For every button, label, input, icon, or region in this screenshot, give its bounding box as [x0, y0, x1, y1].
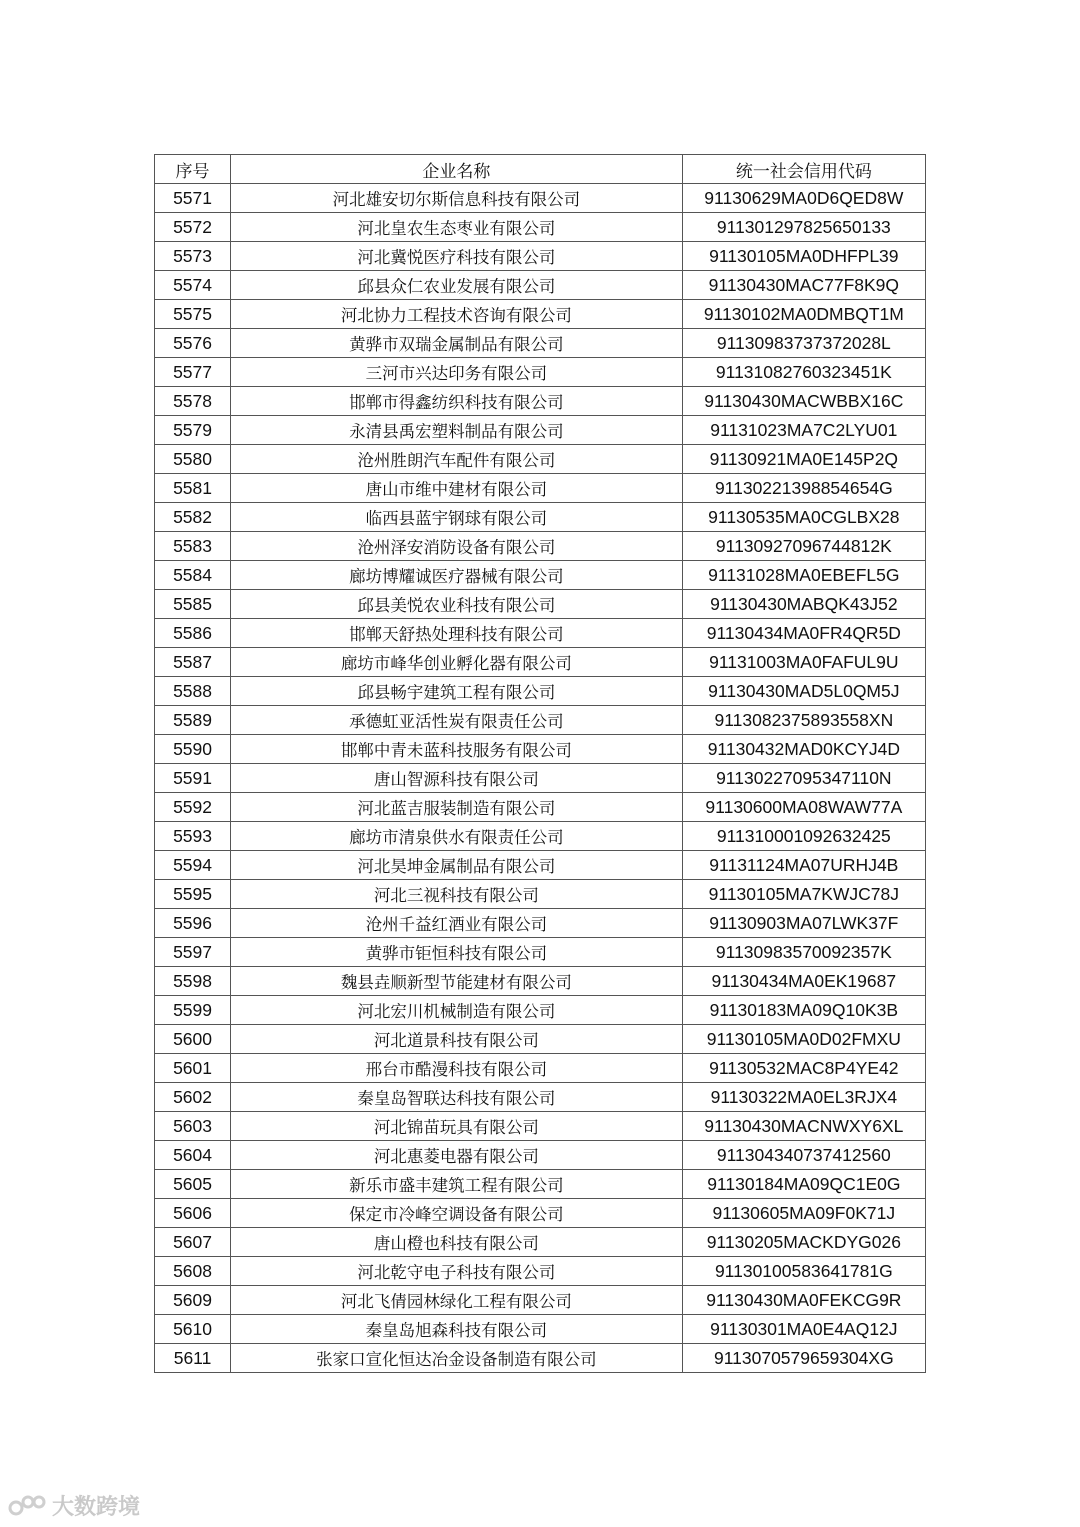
watermark-logo-icon — [8, 1493, 48, 1519]
table-row — [155, 851, 926, 880]
table-row — [155, 416, 926, 445]
table-row — [155, 909, 926, 938]
credit-code-cell: 91130183MA09Q10K3B — [682, 996, 925, 1025]
credit-code-cell: 91130430MACNWXY6XL — [682, 1112, 925, 1141]
company-name-cell: 承德虹亚活性炭有限责任公司 — [231, 706, 683, 735]
credit-code-cell: 911310001092632425 — [682, 822, 925, 851]
table-body — [155, 184, 926, 1373]
credit-code-cell: 91130629MA0D6QED8W — [682, 184, 925, 213]
table-row — [155, 329, 926, 358]
table-row — [155, 1257, 926, 1286]
serial-number-cell: 5607 — [155, 1228, 231, 1257]
serial-number-cell: 5597 — [155, 938, 231, 967]
table-row — [155, 1344, 926, 1373]
table-row — [155, 1025, 926, 1054]
table-row — [155, 1112, 926, 1141]
credit-code-cell: 91131028MA0EBEFL5G — [682, 561, 925, 590]
credit-code-cell: 91131003MA0FAFUL9U — [682, 648, 925, 677]
credit-code-cell: 91130322MA0EL3RJX4 — [682, 1083, 925, 1112]
company-name-cell: 黄骅市双瑞金属制品有限公司 — [231, 329, 683, 358]
serial-number-cell: 5577 — [155, 358, 231, 387]
company-name-cell: 河北皇农生态枣业有限公司 — [231, 213, 683, 242]
serial-number-cell: 5609 — [155, 1286, 231, 1315]
credit-code-cell: 91130921MA0E145P2Q — [682, 445, 925, 474]
serial-number-cell: 5590 — [155, 735, 231, 764]
company-name-cell: 廊坊博耀诚医疗器械有限公司 — [231, 561, 683, 590]
serial-number-cell: 5598 — [155, 967, 231, 996]
company-name-cell: 黄骅市钜恒科技有限公司 — [231, 938, 683, 967]
credit-code-cell: 91130927096744812K — [682, 532, 925, 561]
serial-number-cell: 5586 — [155, 619, 231, 648]
serial-number-cell: 5601 — [155, 1054, 231, 1083]
serial-number-cell: 5571 — [155, 184, 231, 213]
serial-number-cell: 5587 — [155, 648, 231, 677]
credit-code-cell: 91130221398854654G — [682, 474, 925, 503]
credit-code-cell: 91130983737372028L — [682, 329, 925, 358]
table-row — [155, 532, 926, 561]
table-row — [155, 1286, 926, 1315]
company-name-cell: 保定市冷峰空调设备有限公司 — [231, 1199, 683, 1228]
serial-number-cell: 5611 — [155, 1344, 231, 1373]
serial-number-cell: 5599 — [155, 996, 231, 1025]
company-name-cell: 魏县垚顺新型节能建材有限公司 — [231, 967, 683, 996]
serial-number-cell: 5575 — [155, 300, 231, 329]
serial-number-cell: 5595 — [155, 880, 231, 909]
company-name-cell: 河北道景科技有限公司 — [231, 1025, 683, 1054]
serial-number-cell: 5603 — [155, 1112, 231, 1141]
credit-code-cell: 91130205MACKDYG026 — [682, 1228, 925, 1257]
credit-code-cell: 91130430MAD5L0QM5J — [682, 677, 925, 706]
credit-code-cell: 91130600MA08WAW77A — [682, 793, 925, 822]
table-row — [155, 358, 926, 387]
serial-number-cell: 5580 — [155, 445, 231, 474]
serial-number-cell: 5604 — [155, 1141, 231, 1170]
credit-code-cell: 91130434MA0EK19687 — [682, 967, 925, 996]
credit-code-cell: 91130432MAD0KCYJ4D — [682, 735, 925, 764]
company-name-cell: 邢台市酷漫科技有限公司 — [231, 1054, 683, 1083]
company-name-cell: 邱县畅宇建筑工程有限公司 — [231, 677, 683, 706]
company-name-cell: 河北昊坤金属制品有限公司 — [231, 851, 683, 880]
company-name-cell: 新乐市盛丰建筑工程有限公司 — [231, 1170, 683, 1199]
table-row — [155, 561, 926, 590]
table-row — [155, 590, 926, 619]
serial-number-cell: 5573 — [155, 242, 231, 271]
serial-number-cell: 5574 — [155, 271, 231, 300]
credit-code-cell: 91130983570092357K — [682, 938, 925, 967]
table-row — [155, 1083, 926, 1112]
table-row — [155, 880, 926, 909]
serial-number-cell: 5608 — [155, 1257, 231, 1286]
credit-code-cell: 91130301MA0E4AQ12J — [682, 1315, 925, 1344]
company-name-cell: 秦皇岛智联达科技有限公司 — [231, 1083, 683, 1112]
credit-code-cell: 9113082375893558XN — [682, 706, 925, 735]
credit-code-cell: 91130430MABQK43J52 — [682, 590, 925, 619]
credit-code-cell: 91131124MA07URHJ4B — [682, 851, 925, 880]
credit-code-cell: 91130227095347110N — [682, 764, 925, 793]
serial-number-cell: 5594 — [155, 851, 231, 880]
credit-code-cell: 91130100583641781G — [682, 1257, 925, 1286]
serial-number-cell: 5593 — [155, 822, 231, 851]
credit-code-cell: 91130535MA0CGLBX28 — [682, 503, 925, 532]
company-name-cell: 邱县众仁农业发展有限公司 — [231, 271, 683, 300]
company-name-cell: 河北协力工程技术咨询有限公司 — [231, 300, 683, 329]
serial-number-cell: 5584 — [155, 561, 231, 590]
company-name-cell: 沧州泽安消防设备有限公司 — [231, 532, 683, 561]
serial-number-cell: 5585 — [155, 590, 231, 619]
table-row — [155, 242, 926, 271]
company-name-cell: 河北锦苗玩具有限公司 — [231, 1112, 683, 1141]
company-name-cell: 三河市兴达印务有限公司 — [231, 358, 683, 387]
company-name-cell: 唐山市维中建材有限公司 — [231, 474, 683, 503]
watermark — [8, 1490, 140, 1521]
serial-number-cell: 5592 — [155, 793, 231, 822]
credit-code-cell: 91130102MA0DMBQT1M — [682, 300, 925, 329]
serial-number-cell: 5591 — [155, 764, 231, 793]
serial-number-cell: 5600 — [155, 1025, 231, 1054]
header-serial-number: 序号 — [155, 155, 231, 184]
enterprise-table — [154, 154, 926, 1373]
table-row — [155, 1141, 926, 1170]
table-row — [155, 184, 926, 213]
credit-code-cell: 91130105MA0DHFPL39 — [682, 242, 925, 271]
company-name-cell: 河北宏川机械制造有限公司 — [231, 996, 683, 1025]
header-company-name: 企业名称 — [231, 155, 683, 184]
company-name-cell: 河北惠菱电器有限公司 — [231, 1141, 683, 1170]
company-name-cell: 唐山智源科技有限公司 — [231, 764, 683, 793]
credit-code-cell: 91130434MA0FR4QR5D — [682, 619, 925, 648]
credit-code-cell: 91130532MAC8P4YE42 — [682, 1054, 925, 1083]
serial-number-cell: 5602 — [155, 1083, 231, 1112]
credit-code-cell: 91130430MAC77F8K9Q — [682, 271, 925, 300]
table-row — [155, 735, 926, 764]
company-name-cell: 河北雄安切尔斯信息科技有限公司 — [231, 184, 683, 213]
credit-code-cell: 91131082760323451K — [682, 358, 925, 387]
table-row — [155, 619, 926, 648]
credit-code-cell: 9113070579659304XG — [682, 1344, 925, 1373]
serial-number-cell: 5578 — [155, 387, 231, 416]
credit-code-cell: 91130105MA7KWJC78J — [682, 880, 925, 909]
company-name-cell: 秦皇岛旭森科技有限公司 — [231, 1315, 683, 1344]
company-name-cell: 河北三视科技有限公司 — [231, 880, 683, 909]
company-name-cell: 邯郸中青未蓝科技服务有限公司 — [231, 735, 683, 764]
serial-number-cell: 5579 — [155, 416, 231, 445]
table-row — [155, 822, 926, 851]
table-row — [155, 445, 926, 474]
serial-number-cell: 5576 — [155, 329, 231, 358]
serial-number-cell: 5572 — [155, 213, 231, 242]
table-row — [155, 503, 926, 532]
credit-code-cell: 911301297825650133 — [682, 213, 925, 242]
company-name-cell: 沧州千益红酒业有限公司 — [231, 909, 683, 938]
credit-code-cell: 91130184MA09QC1E0G — [682, 1170, 925, 1199]
company-name-cell: 河北冀悦医疗科技有限公司 — [231, 242, 683, 271]
table-row — [155, 1315, 926, 1344]
credit-code-cell: 91130605MA09F0K71J — [682, 1199, 925, 1228]
serial-number-cell: 5581 — [155, 474, 231, 503]
table-row — [155, 764, 926, 793]
company-name-cell: 临西县蓝宇钢球有限公司 — [231, 503, 683, 532]
serial-number-cell: 5606 — [155, 1199, 231, 1228]
table-row — [155, 271, 926, 300]
company-name-cell: 永清县禹宏塑料制品有限公司 — [231, 416, 683, 445]
table-row — [155, 1199, 926, 1228]
company-name-cell: 廊坊市峰华创业孵化器有限公司 — [231, 648, 683, 677]
table-row — [155, 677, 926, 706]
company-name-cell: 河北蓝吉服装制造有限公司 — [231, 793, 683, 822]
company-name-cell: 廊坊市清泉供水有限责任公司 — [231, 822, 683, 851]
credit-code-cell: 91130430MA0FEKCG9R — [682, 1286, 925, 1315]
serial-number-cell: 5596 — [155, 909, 231, 938]
table-row — [155, 213, 926, 242]
company-name-cell: 河北乾守电子科技有限公司 — [231, 1257, 683, 1286]
serial-number-cell: 5582 — [155, 503, 231, 532]
company-name-cell: 张家口宣化恒达冶金设备制造有限公司 — [231, 1344, 683, 1373]
credit-code-cell: 91130430MACWBBX16C — [682, 387, 925, 416]
table-row — [155, 1054, 926, 1083]
serial-number-cell: 5605 — [155, 1170, 231, 1199]
table-row — [155, 1228, 926, 1257]
table-row — [155, 648, 926, 677]
table-row — [155, 793, 926, 822]
company-name-cell: 邱县美悦农业科技有限公司 — [231, 590, 683, 619]
company-name-cell: 河北飞倩园林绿化工程有限公司 — [231, 1286, 683, 1315]
watermark-text: 大数跨境 — [52, 1495, 141, 1520]
header-credit-code: 统一社会信用代码 — [682, 155, 925, 184]
company-name-cell: 唐山橙也科技有限公司 — [231, 1228, 683, 1257]
serial-number-cell: 5589 — [155, 706, 231, 735]
table-row — [155, 387, 926, 416]
table-row — [155, 706, 926, 735]
serial-number-cell: 5610 — [155, 1315, 231, 1344]
table-row — [155, 996, 926, 1025]
table-row — [155, 300, 926, 329]
table-header-row — [155, 155, 926, 184]
credit-code-cell: 91131023MA7C2LYU01 — [682, 416, 925, 445]
table-row — [155, 1170, 926, 1199]
table-row — [155, 938, 926, 967]
serial-number-cell: 5583 — [155, 532, 231, 561]
serial-number-cell: 5588 — [155, 677, 231, 706]
credit-code-cell: 91130903MA07LWK37F — [682, 909, 925, 938]
credit-code-cell: 911304340737412560 — [682, 1141, 925, 1170]
company-name-cell: 沧州胜朗汽车配件有限公司 — [231, 445, 683, 474]
credit-code-cell: 91130105MA0D02FMXU — [682, 1025, 925, 1054]
table-row — [155, 474, 926, 503]
table-row — [155, 967, 926, 996]
company-name-cell: 邯郸市得鑫纺织科技有限公司 — [231, 387, 683, 416]
company-name-cell: 邯郸天舒热处理科技有限公司 — [231, 619, 683, 648]
